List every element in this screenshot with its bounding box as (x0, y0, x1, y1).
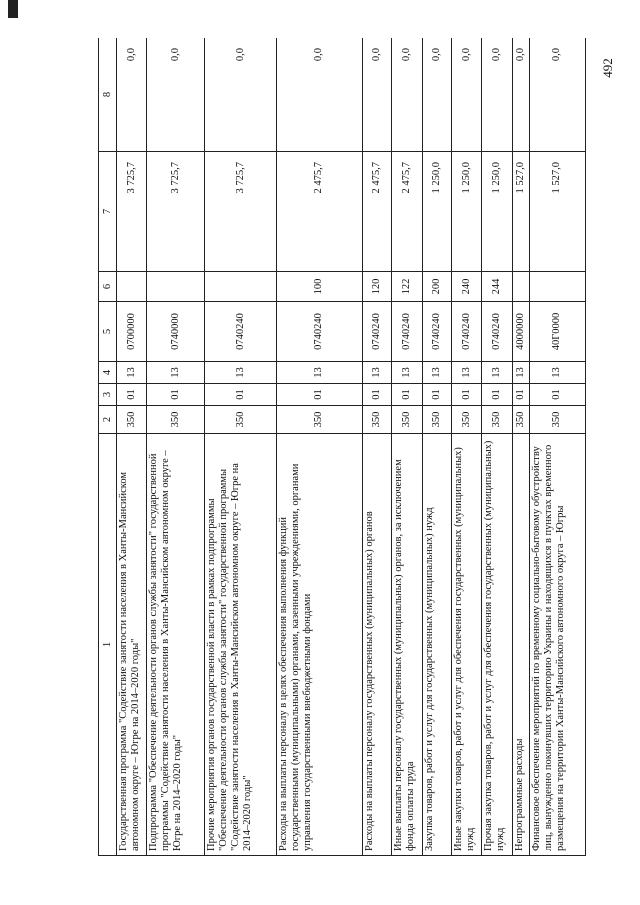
target-item-code: 0740240 (392, 302, 422, 362)
amount-col8: 0,0 (392, 38, 422, 152)
row-description: Иные закупки товаров, работ и услуг для обеспечения государственных (муниципальных) нужд (451, 434, 481, 856)
row-description: Государственная программа "Содействие занятости населения в Ханты-Мансийском автономном округе – Югре на 2014–2020 годы" (117, 434, 147, 856)
row-description: Непрограммные расходы (512, 434, 529, 856)
admin-code: 350 (362, 406, 391, 434)
expense-type-code (117, 272, 147, 302)
admin-code: 350 (482, 406, 512, 434)
target-item-code: 0740240 (362, 302, 391, 362)
admin-code: 350 (422, 406, 451, 434)
target-item-code: 0740240 (451, 302, 481, 362)
row-description: Расходы на выплаты персоналу государственных (муниципальных) органов (362, 434, 391, 856)
admin-code: 350 (147, 406, 204, 434)
amount-col8: 0,0 (147, 38, 204, 152)
amount-col7: 1 250,0 (482, 152, 512, 272)
table-row (451, 38, 481, 856)
table-row (147, 38, 204, 856)
expense-type-code: 120 (362, 272, 391, 302)
section-code: 01 (277, 384, 363, 406)
column-header: 2 (99, 406, 117, 434)
section-code: 01 (512, 384, 529, 406)
section-code: 01 (147, 384, 204, 406)
subsection-code: 13 (529, 362, 585, 384)
row-description: Иные выплаты персоналу государственных (муниципальных) органов, за исключением фонда оплаты труда (392, 434, 422, 856)
table-row (277, 38, 363, 856)
section-code: 01 (362, 384, 391, 406)
target-item-code: 0740240 (204, 302, 276, 362)
column-header: 6 (99, 272, 117, 302)
expense-type-code: 100 (277, 272, 363, 302)
subsection-code: 13 (482, 362, 512, 384)
column-header: 7 (99, 152, 117, 272)
table-row (362, 38, 391, 856)
amount-col8: 0,0 (422, 38, 451, 152)
subsection-code: 13 (147, 362, 204, 384)
amount-col8: 0,0 (204, 38, 276, 152)
expense-type-code: 240 (451, 272, 481, 302)
amount-col7: 2 475,7 (362, 152, 391, 272)
target-item-code: 4000000 (512, 302, 529, 362)
admin-code: 350 (277, 406, 363, 434)
section-code: 01 (204, 384, 276, 406)
row-description: Подпрограмма "Обеспечение деятельности органов службы занятости" государственной программы "Содействие занятости населения в Ханты-Мансийском автономном округе – Югре на 2014–2020 годы" (147, 434, 204, 856)
column-header: 1 (99, 434, 117, 856)
target-item-code: 0740240 (482, 302, 512, 362)
target-item-code: 0700000 (117, 302, 147, 362)
subsection-code: 13 (392, 362, 422, 384)
amount-col8: 0,0 (277, 38, 363, 152)
amount-col8: 0,0 (117, 38, 147, 152)
admin-code: 350 (451, 406, 481, 434)
expense-type-code: 244 (482, 272, 512, 302)
amount-col7: 1 527,0 (529, 152, 585, 272)
column-header: 3 (99, 384, 117, 406)
target-item-code: 0740000 (147, 302, 204, 362)
section-code: 01 (451, 384, 481, 406)
table-row (529, 38, 585, 856)
subsection-code: 13 (117, 362, 147, 384)
expense-type-code: 122 (392, 272, 422, 302)
amount-col8: 0,0 (451, 38, 481, 152)
subsection-code: 13 (277, 362, 363, 384)
admin-code: 350 (204, 406, 276, 434)
table-row (117, 38, 147, 856)
row-description: Финансовое обеспечение мероприятий по временному социально-бытовому обустройству лиц, вынужденно покинувших территорию Украины и находящихся в пунктах временного размещения на территории Ханты-Мансийского автономного округа – Югры (529, 434, 585, 856)
column-header: 4 (99, 362, 117, 384)
row-description: Закупка товаров, работ и услуг для государственных (муниципальных) нужд (422, 434, 451, 856)
table-row (422, 38, 451, 856)
amount-col7: 2 475,7 (277, 152, 363, 272)
column-header: 8 (99, 38, 117, 152)
amount-col8: 0,0 (482, 38, 512, 152)
section-code: 01 (482, 384, 512, 406)
section-code: 01 (422, 384, 451, 406)
budget-table-container (98, 38, 586, 856)
expense-type-code (512, 272, 529, 302)
amount-col8: 0,0 (529, 38, 585, 152)
amount-col7: 3 725,7 (204, 152, 276, 272)
amount-col7: 1 250,0 (451, 152, 481, 272)
admin-code: 350 (392, 406, 422, 434)
table-row (482, 38, 512, 856)
row-description: Прочая закупка товаров, работ и услуг для обеспечения государственных (муниципальных) нужд (482, 434, 512, 856)
page-number: 492 (600, 58, 615, 78)
target-item-code: 0740240 (422, 302, 451, 362)
expense-type-code: 200 (422, 272, 451, 302)
row-description: Расходы на выплаты персоналу в целях обеспечения выполнения функций государственными (муниципальными) органами, казенными учреждениями, органами управления государственными внебюджетными фондами (277, 434, 363, 856)
expense-type-code (147, 272, 204, 302)
amount-col7: 2 475,7 (392, 152, 422, 272)
expense-type-code (529, 272, 585, 302)
amount-col7: 3 725,7 (147, 152, 204, 272)
admin-code: 350 (117, 406, 147, 434)
section-code: 01 (117, 384, 147, 406)
admin-code: 350 (529, 406, 585, 434)
table-row (512, 38, 529, 856)
column-header: 5 (99, 302, 117, 362)
subsection-code: 13 (204, 362, 276, 384)
amount-col7: 1 250,0 (422, 152, 451, 272)
target-item-code: 0740240 (277, 302, 363, 362)
amount-col8: 0,0 (362, 38, 391, 152)
row-description: Прочие мероприятия органов государственной власти в рамках подпрограммы "Обеспечение деятельности органов службы занятости" государственной программы "Содействие занятости населения в Ханты-Мансийском автономном округе – Югре на 2014–2020 годы" (204, 434, 276, 856)
budget-table (98, 38, 586, 856)
amount-col7: 3 725,7 (117, 152, 147, 272)
section-code: 01 (392, 384, 422, 406)
table-row (392, 38, 422, 856)
amount-col7: 1 527,0 (512, 152, 529, 272)
subsection-code: 13 (362, 362, 391, 384)
subsection-code: 13 (422, 362, 451, 384)
scan-corner-mark (8, 0, 18, 18)
subsection-code: 13 (451, 362, 481, 384)
target-item-code: 40Г0000 (529, 302, 585, 362)
section-code: 01 (529, 384, 585, 406)
amount-col8: 0,0 (512, 38, 529, 152)
subsection-code: 13 (512, 362, 529, 384)
table-row (204, 38, 276, 856)
expense-type-code (204, 272, 276, 302)
table-header-row (99, 38, 117, 856)
admin-code: 350 (512, 406, 529, 434)
